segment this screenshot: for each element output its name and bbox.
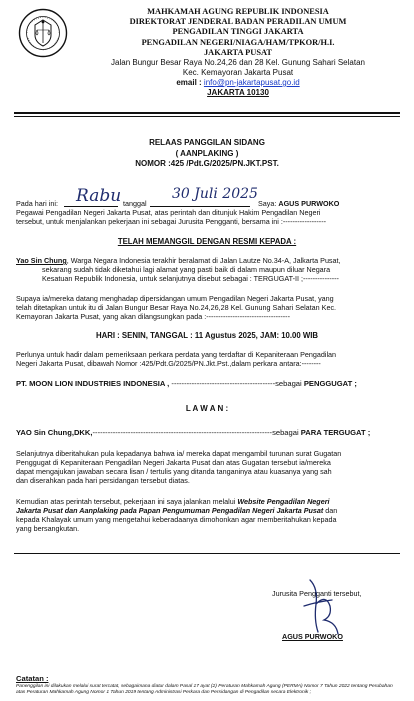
letterhead-line-3: PENGADILAN TINGGI JAKARTA xyxy=(172,27,304,37)
saya-label: Saya: xyxy=(258,199,277,208)
date-handwritten: 30 Juli 2025 xyxy=(172,186,258,202)
defendant-party-dashes: ----------------------------------------------------------------------- xyxy=(92,428,273,437)
court-seal-logo xyxy=(18,8,68,58)
defendant-line-2: sekarang sudah tidak diketahui lagi alamat yang pasti baik di dalam maupun diluar Negara xyxy=(42,265,331,274)
letterhead-line-4: PENGADILAN NEGERI/NIAGA/HAM/TPKOR/H.I. xyxy=(141,37,335,47)
versus-label: L A W A N : xyxy=(185,404,229,413)
plaintiff-line xyxy=(16,379,357,389)
email-link[interactable]: info@pn-jakartapusat.go.id xyxy=(203,78,300,88)
letterhead-line-2: DIREKTORAT JENDERAL BADAN PERADILAN UMUM xyxy=(129,17,347,27)
notice2-line-2-b: dan xyxy=(323,506,338,515)
notes-text: Panenggilan ini dilakukan melalui surat tercatat, sebagaimana diatur dalam Pasal 17 ayat (2) Peraturan Mahkamah Agung (PERMA) Nomor 7 Tahun 2022 tentang Perubahan atas Peraturan Mahkamah Agung Nomor 1 Tahun 2019 tentang Administrasi Perkara dan Persidangan di Pengadilan secara Elektronik ; xyxy=(16,684,393,696)
title-line-3: NOMOR :425 /Pdt.G/2025/PN.JKT.PST. xyxy=(135,159,279,168)
defendant-line-3: Kesatuan Republik Indonesia, untuk selanjutnya disebut sebagai : TERGUGAT-II ;--------------- xyxy=(42,274,339,283)
notice2-line-1 xyxy=(16,497,330,506)
letterhead-address-1: Jalan Bungur Besar Raya No.24,26 dan 28 Kel. Gunung Sahari Selatan xyxy=(111,58,365,68)
notice1-line-2: Penggugat di Kepaniteraan Pengadilan Negeri Jakarta Pusat dan atas Gugatan tersebut ia/mereka xyxy=(16,458,331,467)
defendant-party-role-prefix: sebagai xyxy=(272,428,299,437)
notice2-line-1-a: Kemudian atas perintah tersebut, pekerjaan ini saya jalankan melalui xyxy=(16,497,238,506)
signature-name: AGUS PURWOKO xyxy=(282,632,343,641)
opening-line-3: tersebut, untuk menjalankan pekerjaan ini sebagai Jurusita Pengganti, bersama ini :------------------ xyxy=(16,217,326,226)
purpose-line-2: Negeri Jakarta Pusat, dibawah Nomor :425/Pdt.G/2025/PN.Jkt.Pst.,dalam perkara antara:-------- xyxy=(16,359,321,368)
defendant-name: Yao Sin Chung xyxy=(16,256,67,265)
letterhead-line-1: MAHKAMAH AGUNG REPUBLIK INDONESIA xyxy=(147,7,329,16)
day-handwritten: Rabu xyxy=(76,186,122,206)
summon-heading: TELAH MEMANGGIL DENGAN RESMI KEPADA : xyxy=(117,237,297,246)
notes-title: Catatan : xyxy=(16,674,49,683)
appear-line-3: Kemayoran Jakarta Pusat, yang akan dilangsungkan pada :----------------------------------- xyxy=(16,312,290,321)
defendant-party-role: PARA TERGUGAT ; xyxy=(300,428,371,437)
letterhead xyxy=(70,7,406,98)
letterhead-divider-thick xyxy=(14,112,400,114)
letterhead-divider-thin xyxy=(14,116,400,117)
notice1-line-1: Selanjutnya diberitahukan pula kepadanya bahwa ia/ mereka dapat mengambil turunan surat Gugatan xyxy=(16,449,342,458)
appear-line-1: Supaya ia/mereka datang menghadap dipersidangan umum Pengadilan Negeri Jakarta Pusat, yang xyxy=(16,294,334,303)
notice2-line-3: kepada Khalayak umum yang mengetahui keberadaanya dimohonkan agar memberitahukan kepada xyxy=(16,515,337,524)
appear-line-2: telah ditetapkan untuk itu di Jalan Bungur Besar Raya No.24,26,28 Kel. Gunung Sahari Selatan Kec. xyxy=(16,303,337,312)
officer-name: AGUS PURWOKO xyxy=(278,199,340,208)
notice2-line-1-b: Website Pengadilan Negeri xyxy=(237,497,330,506)
document-title xyxy=(0,138,414,170)
letterhead-line-5: JAKARTA PUSAT xyxy=(203,47,273,57)
day-label: Pada hari ini: xyxy=(16,199,58,208)
notice1-line-3: dapat mengajukan jawaban secara lisan / tertulis yang ditanda tanganinya atau kuasanya yang sah xyxy=(16,467,332,476)
signature-divider xyxy=(14,553,400,554)
letterhead-postal: JAKARTA 10130 xyxy=(207,88,269,98)
notice1-line-4: dan diserahkan pada hari persidangan tersebut diatas. xyxy=(16,476,190,485)
title-line-2: ( AANPLAKING ) xyxy=(175,148,239,158)
defendant-party-name: YAO Sin Chung,DKK, xyxy=(16,428,93,437)
plaintiff-role: PENGGUGAT ; xyxy=(303,379,357,388)
signature-label: Jurusita Pengganti tersebut, xyxy=(272,589,362,598)
opening-line-2: Pegawai Pengadilan Negeri Jakarta Pusat, atas perintah dan ditunjuk Hakim Pengadilan Negeri xyxy=(16,208,321,217)
defendant-line-1-rest: , Warga Negara Indonesia terakhir beralamat di Jalan Lautze No.34-A, Jalkarta Pusat, xyxy=(66,256,341,265)
day-field xyxy=(64,186,122,207)
email-label: email : xyxy=(176,78,202,88)
notice2-line-2 xyxy=(16,506,337,515)
date-label: tanggal xyxy=(123,199,147,208)
plaintiff-role-prefix: sebagai xyxy=(275,379,302,388)
notice2-line-2-a: Jakarta Pusat dan Aanplaking pada Papan Pengumuman Pengadilan Negeri Jakarta Pusat xyxy=(16,506,324,515)
letterhead-address-2: Kec. Kemayoran Jakarta Pusat xyxy=(182,68,294,78)
notice2-line-4: yang bersangkutan. xyxy=(16,524,80,533)
hearing-schedule: HARI : SENIN, TANGGAL : 11 Agustus 2025, JAM: 10.00 WIB xyxy=(95,331,319,340)
defendant-party-line xyxy=(16,428,370,438)
plaintiff-dashes: ----------------------------------------- xyxy=(171,379,276,388)
plaintiff-name: PT. MOON LION INDUSTRIES INDONESIA , xyxy=(16,379,170,388)
officer-line xyxy=(258,199,339,208)
date-field xyxy=(150,186,258,207)
letterhead-email xyxy=(70,78,406,88)
defendant-line-1 xyxy=(16,256,341,265)
title-line-1: RELAAS PANGGILAN SIDANG xyxy=(149,138,265,147)
purpose-line-1: Perlunya untuk hadir dalam pemeriksaan perkara perdata yang terdaftar di Kepaniteraan Pengadilan xyxy=(16,350,337,359)
